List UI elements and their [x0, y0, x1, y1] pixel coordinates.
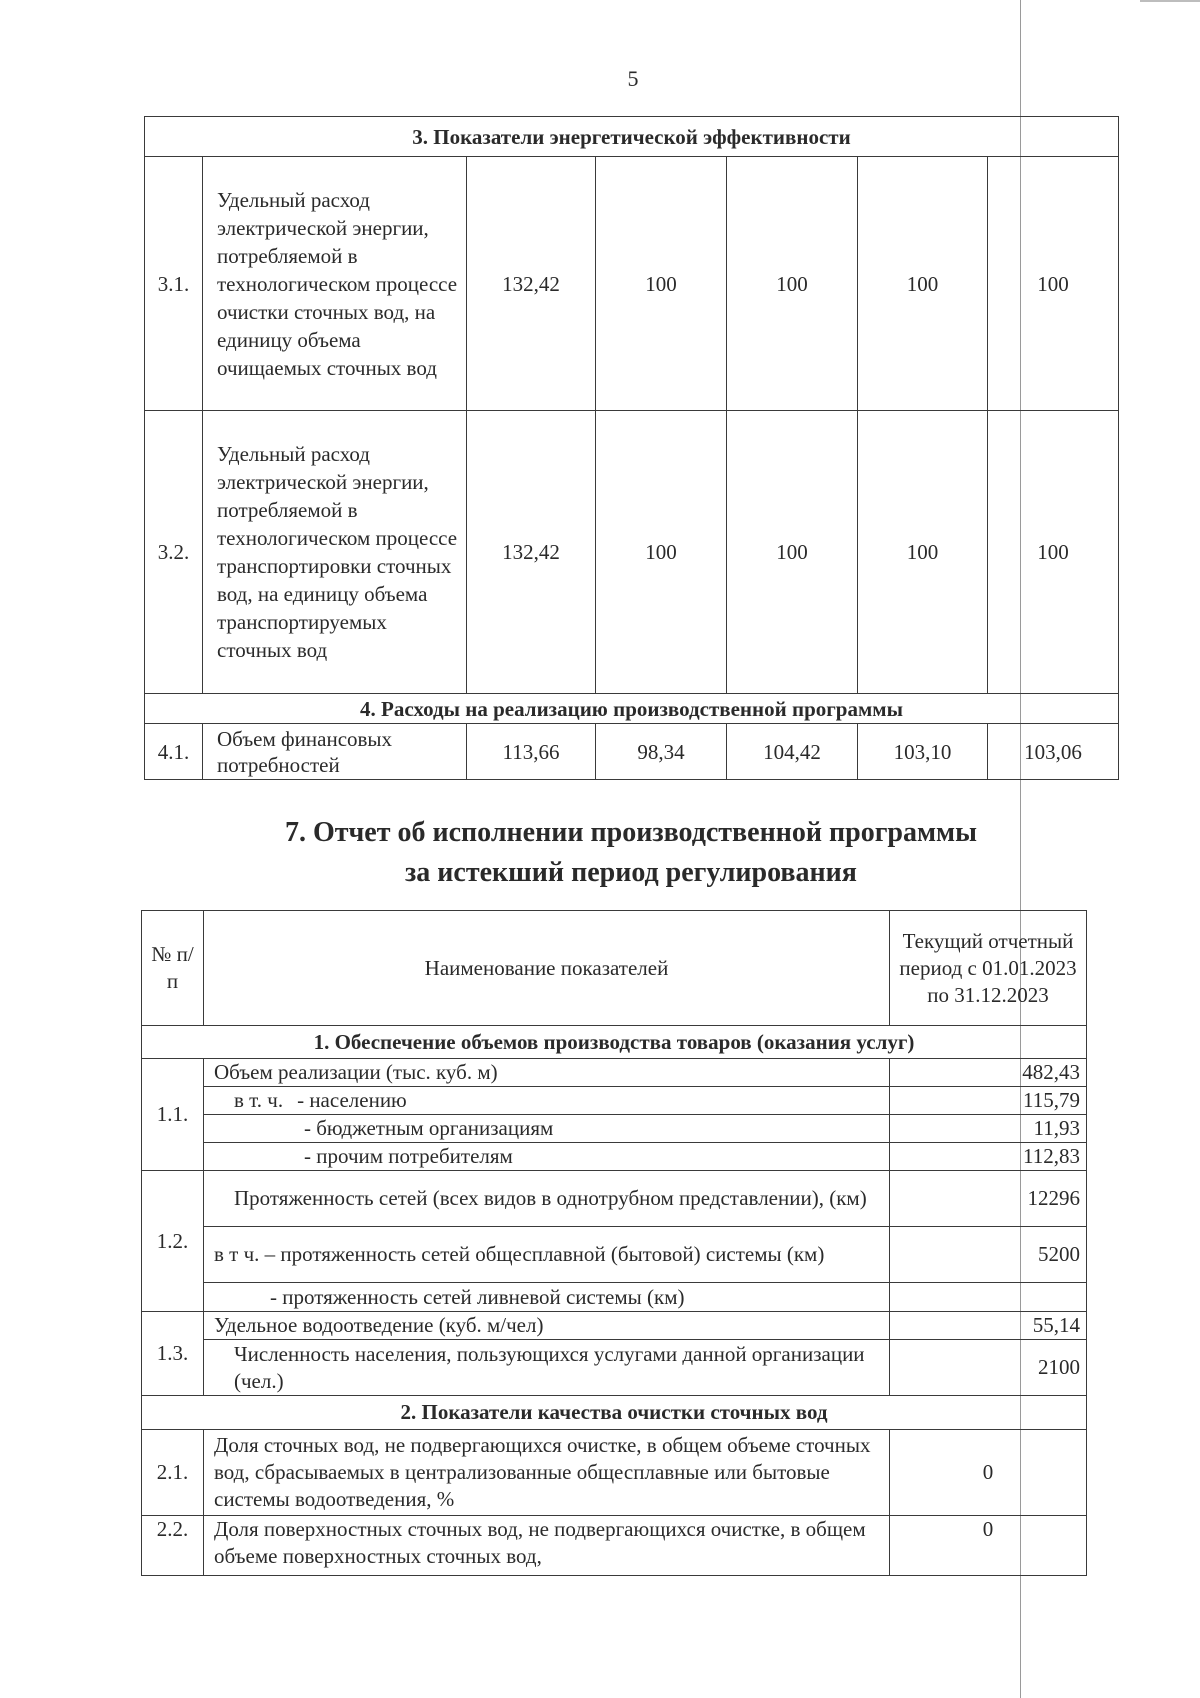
- value-cell: 100: [596, 411, 727, 694]
- indicator-name: Объем финансовых потребностей: [203, 724, 467, 780]
- table-row: [142, 1087, 1087, 1115]
- row-number: 1.3.: [142, 1312, 204, 1396]
- value-cell: 100: [727, 157, 858, 411]
- row-number: 3.2.: [145, 411, 203, 694]
- subitem-prefix: в т. ч.: [234, 1088, 284, 1112]
- table-row: [142, 1516, 1087, 1576]
- page-number: 5: [627, 66, 639, 91]
- value-cell: 482,43: [890, 1059, 1087, 1087]
- indicator-name: [204, 1087, 890, 1115]
- section-2-title: 2. Показатели качества очистки сточных вод: [142, 1396, 1087, 1430]
- indicator-name: Численность населения, пользующихся услугами данной организации (чел.): [204, 1340, 890, 1396]
- row-number: 2.2.: [142, 1516, 204, 1576]
- program-report-table: [141, 910, 1087, 1576]
- indicator-name: в т ч. – протяженность сетей общесплавной (бытовой) системы (км): [204, 1227, 890, 1283]
- table-row: [142, 1143, 1087, 1171]
- value-cell: 100: [596, 157, 727, 411]
- header-period: Текущий отчетный период с 01.01.2023 по 31.12.2023: [890, 911, 1087, 1026]
- row-number: 4.1.: [145, 724, 203, 780]
- value-cell: 100: [988, 411, 1119, 694]
- section-4-title: 4. Расходы на реализацию производственной программы: [145, 694, 1119, 724]
- row-number: 2.1.: [142, 1430, 204, 1516]
- table-row: [145, 411, 1119, 694]
- indicator-name: - прочим потребителям: [204, 1143, 890, 1171]
- indicator-name: Доля поверхностных сточных вод, не подвергающихся очистке, в общем объеме поверхностных сточных вод,: [204, 1516, 890, 1576]
- value-cell: 5200: [890, 1227, 1087, 1283]
- indicator-name: Протяженность сетей (всех видов в однотрубном представлении), (км): [204, 1171, 890, 1227]
- report-heading-line-1: 7. Отчет об исполнении производственной программы: [284, 817, 977, 848]
- value-cell: 0: [890, 1430, 1087, 1516]
- table-row: [142, 1283, 1087, 1312]
- indicator-name: Объем реализации (тыс. куб. м): [204, 1059, 890, 1087]
- table-row: [145, 157, 1119, 411]
- section-1-title: 1. Обеспечение объемов производства товаров (оказания услуг): [142, 1026, 1087, 1059]
- value-cell: 2100: [890, 1340, 1087, 1396]
- subitem-label: - населению: [297, 1088, 407, 1112]
- table-row: [142, 1115, 1087, 1143]
- table-header-row: [142, 911, 1087, 1026]
- value-cell: 100: [858, 411, 988, 694]
- value-cell: 98,34: [596, 724, 727, 780]
- table-row: [142, 1340, 1087, 1396]
- table-row: [142, 1312, 1087, 1340]
- indicator-name: Удельный расход электрической энергии, потребляемой в технологическом процессе транспортировки сточных вод, на единицу объема транспортируемых сточных вод: [203, 411, 467, 694]
- value-cell: 115,79: [890, 1087, 1087, 1115]
- value-cell: 11,93: [890, 1115, 1087, 1143]
- value-cell: 112,83: [890, 1143, 1087, 1171]
- value-cell: 100: [727, 411, 858, 694]
- value-cell: 103,10: [858, 724, 988, 780]
- indicator-name: Удельный расход электрической энергии, потребляемой в технологическом процессе очистки сточных вод, на единицу объема очищаемых сточных вод: [203, 157, 467, 411]
- value-cell: 55,14: [890, 1312, 1087, 1340]
- header-number: № п/п: [142, 911, 204, 1026]
- indicator-name: Доля сточных вод, не подвергающихся очистке, в общем объеме сточных вод, сбрасываемых в централизованные общесплавные или бытовые системы водоотведения, %: [204, 1430, 890, 1516]
- value-cell: 104,42: [727, 724, 858, 780]
- row-number: 1.2.: [142, 1171, 204, 1312]
- value-cell: 100: [988, 157, 1119, 411]
- value-cell: [890, 1283, 1087, 1312]
- report-heading-line-2: за истекший период регулирования: [405, 857, 857, 888]
- row-number: 1.1.: [142, 1059, 204, 1171]
- table-row: [142, 1059, 1087, 1087]
- value-cell: 103,06: [988, 724, 1119, 780]
- table-row: [142, 1171, 1087, 1227]
- value-cell: 0: [890, 1516, 1087, 1576]
- indicator-name: - бюджетным организациям: [204, 1115, 890, 1143]
- value-cell: 132,42: [467, 411, 596, 694]
- section-3-title: 3. Показатели энергетической эффективности: [145, 117, 1119, 157]
- table-row: [142, 1430, 1087, 1516]
- indicator-name: Удельное водоотведение (куб. м/чел): [204, 1312, 890, 1340]
- table-row: [145, 724, 1119, 780]
- value-cell: 113,66: [467, 724, 596, 780]
- header-name: Наименование показателей: [204, 911, 890, 1026]
- row-number: 3.1.: [145, 157, 203, 411]
- indicator-name: - протяженность сетей ливневой системы (км): [204, 1283, 890, 1312]
- scan-corner-mark: [1140, 0, 1200, 2]
- value-cell: 100: [858, 157, 988, 411]
- energy-efficiency-table: [144, 116, 1119, 780]
- value-cell: 12296: [890, 1171, 1087, 1227]
- table-row: [142, 1227, 1087, 1283]
- value-cell: 132,42: [467, 157, 596, 411]
